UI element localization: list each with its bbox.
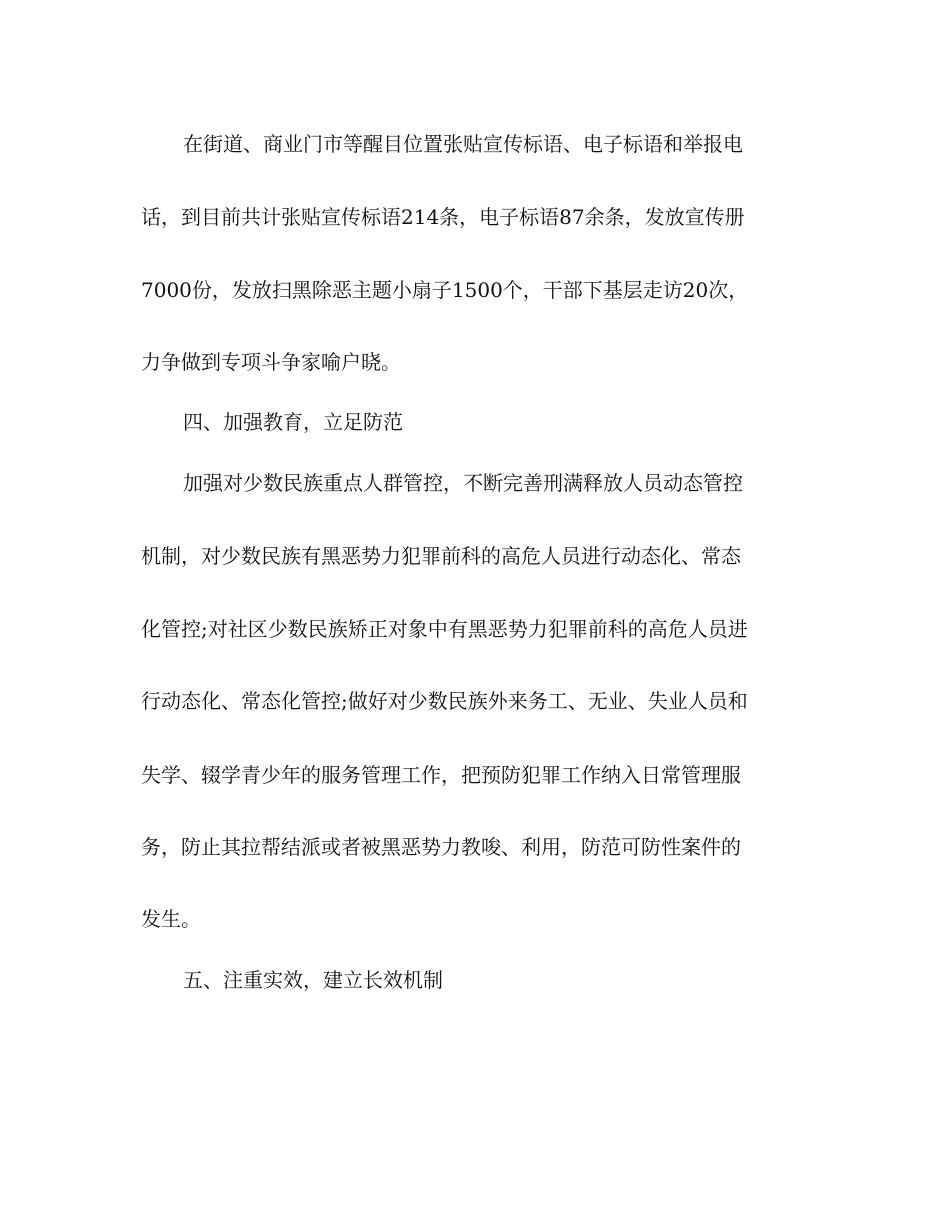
paragraph-line: 在街道、商业门市等醒目位置张贴宣传标语、电子标语和举报电 xyxy=(183,132,743,156)
paragraph-line: 化管控;对社区少数民族矫正对象中有黑恶势力犯罪前科的高危人员进 xyxy=(141,617,748,641)
section-heading-5: 五、注重实效，建立长效机制 xyxy=(183,968,443,992)
paragraph-line: 加强对少数民族重点人群管控，不断完善刑满释放人员动态管控 xyxy=(183,471,743,495)
paragraph-line: 话，到目前共计张贴宣传标语214条，电子标语87余条，发放宣传册 xyxy=(141,205,745,229)
paragraph-line: 失学、辍学青少年的服务管理工作，把预防犯罪工作纳入日常管理服 xyxy=(141,763,741,787)
paragraph-line: 7000份，发放扫黑除恶主题小扇子1500个，干部下基层走访20次， xyxy=(141,278,749,302)
paragraph-line: 力争做到专项斗争家喻户晓。 xyxy=(141,350,401,374)
paragraph-line: 务，防止其拉帮结派或者被黑恶势力教唆、利用，防范可防性案件的 xyxy=(141,835,741,859)
paragraph-line: 机制，对少数民族有黑恶势力犯罪前科的高危人员进行动态化、常态 xyxy=(141,544,741,568)
paragraph-line: 行动态化、常态化管控;做好对少数民族外来务工、无业、失业人员和 xyxy=(141,689,748,713)
section-heading-4: 四、加强教育，立足防范 xyxy=(183,410,403,434)
paragraph-line: 发生。 xyxy=(141,907,201,931)
